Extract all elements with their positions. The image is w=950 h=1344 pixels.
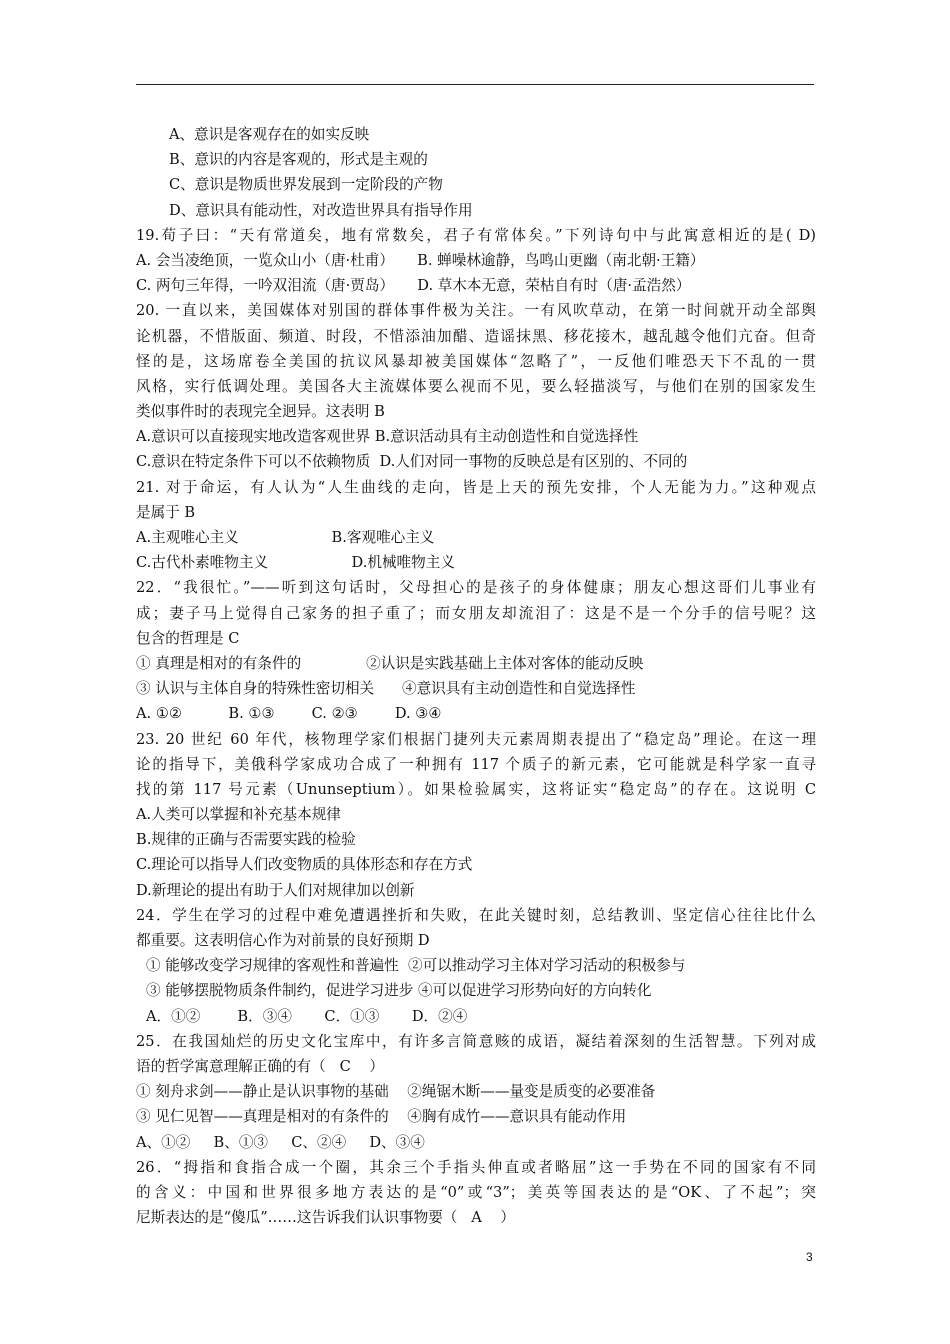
header-rule [136,84,814,85]
text-line: 是属于 B [136,503,196,521]
text-line: ③ 能够摆脱物质条件制约，促进学习进步 ④可以促进学习形势向好的方向转化 [146,982,652,1000]
text-line: ① 能够改变学习规律的客观性和普遍性 ②可以推动学习主体对学习活动的积极参与 [146,957,686,975]
text-line: A．①② B．③④ C．①③ D．②④ [146,1007,468,1025]
text-line: C.意识在特定条件下可以不依赖物质 D.人们对同一事物的反映总是有区别的、不同的 [136,453,688,471]
text-line: A、①② B、①③ C、②④ D、③④ [136,1133,425,1151]
text-line: 找的第 117 号元素（Ununseptium）。如果检验属实，这将证实“稳定岛”的存在。这说明 C [136,780,816,798]
text-line: C、意识是物质世界发展到一定阶段的产物 [169,176,443,194]
text-line: D、意识具有能动性，对改造世界具有指导作用 [169,201,473,219]
document-body [136,122,816,1230]
text-line: C. 两句三年得，一吟双泪流（唐·贾岛） D. 草木本无意，荣枯自有时（唐·孟浩然） [136,277,691,295]
text-line: C.古代朴素唯物主义 D.机械唯物主义 [136,554,455,572]
text-line: 23. 20 世纪 60 年代，核物理学家们根据门捷列夫元素周期表提出了“稳定岛”理论。在这一理 [136,730,816,748]
text-line: 21. 对于命运，有人认为“人生曲线的走向，皆是上天的预先安排，个人无能为力。”这种观点 [136,478,816,496]
text-line: 包含的哲理是 C [136,629,240,647]
text-line: 26．“拇指和食指合成一个圈，其余三个手指头伸直或者略屈”这一手势在不同的国家有不同 [136,1158,816,1176]
text-line: 类似事件时的表现完全迥异。这表明 B [136,403,385,421]
page-number: 3 [806,1250,813,1264]
text-line: A. 会当凌绝顶，一览众山小（唐·杜甫） B. 蝉噪林逾静，鸟鸣山更幽（南北朝·王籍） [136,251,705,269]
text-line: B.规律的正确与否需要实践的检验 [136,831,356,849]
text-line: 都重要。这表明信心作为对前景的良好预期 D [136,932,430,949]
text-line: D.新理论的提出有助于人们对规律加以创新 [136,881,415,899]
text-line: ③ 见仁见智——真理是相对的有条件的 ④胸有成竹——意识具有能动作用 [136,1108,627,1126]
text-line: 风格，实行低调处理。美国各大主流媒体要么视而不见，要么轻描淡写，与他们在别的国家发生 [136,377,816,395]
text-line: B、意识的内容是客观的，形式是主观的 [169,151,428,169]
text-line: 语的哲学寓意理解正确的有（ C ） [136,1057,384,1075]
text-line: ③ 认识与主体自身的特殊性密切相关 ④意识具有主动创造性和自觉选择性 [136,680,636,698]
text-line: A、意识是客观存在的如实反映 [169,126,370,143]
text-line: A.主观唯心主义 B.客观唯心主义 [136,529,435,546]
text-line: A.人类可以掌握和补充基本规律 [136,806,341,824]
text-line: 成；妻子马上觉得自己家务的担子重了；而女朋友却流泪了：这是不是一个分手的信号呢？这 [136,604,816,622]
text-line: 24．学生在学习的过程中难免遭遇挫折和失败，在此关键时刻，总结教训、坚定信心往往比什么 [136,906,816,924]
text-line: 论机器，不惜版面、频道、时段，不惜添油加醋、造谣抹黑、移花接木，越乱越令他们亢奋。但奇 [136,327,816,345]
text-line: 25．在我国灿烂的历史文化宝库中，有许多言简意赅的成语，凝结着深刻的生活智慧。下列对成 [136,1032,816,1050]
text-line: 论的指导下，美俄科学家成功合成了一种拥有 117 个质子的新元素，它可能就是科学家一直寻 [136,755,816,773]
text-line: C.理论可以指导人们改变物质的具体形态和存在方式 [136,856,473,874]
text-line: ① 刻舟求剑——静止是认识事物的基础 ②绳锯木断——量变是质变的必要准备 [136,1083,656,1101]
text-line: A. ①② B. ①③ C. ②③ D. ③④ [136,705,442,723]
text-line: A.意识可以直接现实地改造客观世界 B.意识活动具有主动创造性和自觉选择性 [136,428,639,446]
text-line: 22．“我很忙。”——听到这句话时，父母担心的是孩子的身体健康；朋友心想这哥们儿事业有 [136,579,816,597]
text-line: ① 真理是相对的有条件的 ②认识是实践基础上主体对客体的能动反映 [136,654,644,672]
text-line: 尼斯表达的是“傻瓜”……这告诉我们认识事物要（ A ） [136,1209,515,1227]
text-line: 20. 一直以来，美国媒体对别国的群体事件极为关注。一有风吹草动，在第一时间就开动全部舆 [136,302,816,320]
text-line: 的含义：中国和世界很多地方表达的是“0”或“3”；美英等国表达的是“OK、了不起”；突 [136,1183,816,1201]
text-line: 19.荀子曰：“天有常道矣，地有常数矣，君子有常体矣。”下列诗句中与此寓意相近的是( D) [136,226,816,244]
text-line: 怪的是，这场席卷全美国的抗议风暴却被美国媒体“忽略了”，一反他们唯恐天下不乱的一贯 [136,352,816,370]
